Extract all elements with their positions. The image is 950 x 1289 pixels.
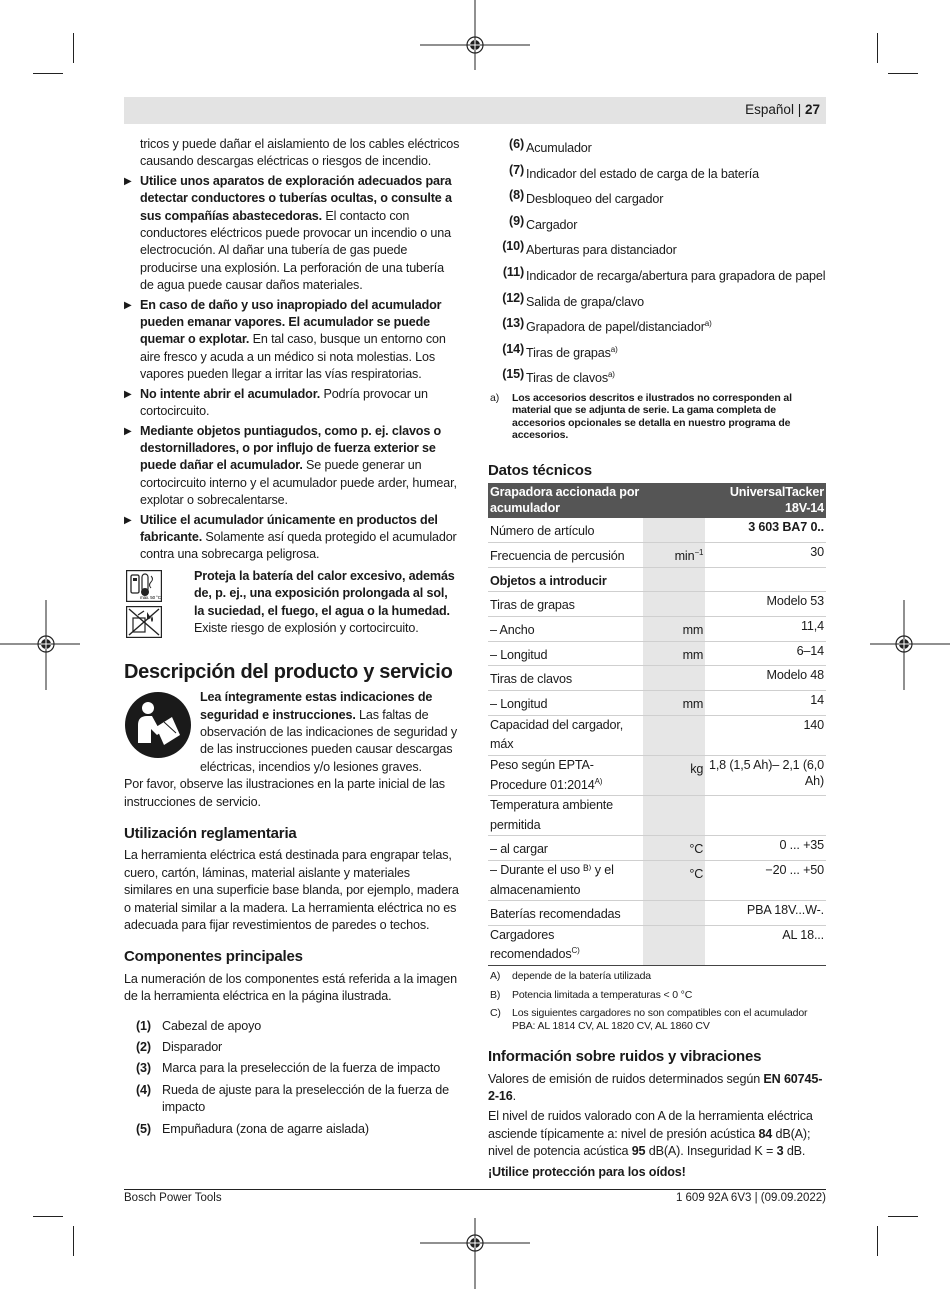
row-value: 11,4 [705, 617, 826, 642]
safety-bullet [124, 423, 460, 510]
component-label: Aberturas para distanciador [526, 243, 677, 258]
right-column [488, 136, 826, 1181]
row-unit [643, 567, 705, 592]
row-label [488, 592, 643, 617]
read-manual-icon [124, 691, 192, 759]
row-label [488, 567, 643, 592]
row-unit-text: min [674, 549, 695, 564]
table-header-left: Grapadora accionada por acumulador [488, 483, 643, 518]
bullet-arrow-icon: ▶ [124, 425, 132, 437]
row-value: Modelo 53 [705, 592, 826, 617]
crop-mark [33, 1216, 63, 1217]
bullet-arrow-icon: ▶ [124, 175, 132, 187]
component-item [488, 238, 826, 260]
component-item [124, 1060, 460, 1077]
crop-mark [73, 1226, 74, 1256]
table-row [488, 691, 826, 716]
table-notes [488, 970, 826, 1032]
row-value: −20 ... +50 [705, 861, 826, 901]
row-value: 6–14 [705, 641, 826, 666]
noise-pressure: 84 [758, 1126, 773, 1141]
table-row [488, 666, 826, 691]
row-label-text: – Durante el uso ᴮ⁾ y el almacenamiento [490, 863, 614, 897]
row-label [488, 756, 643, 796]
table-row [488, 543, 826, 568]
component-item [488, 136, 826, 158]
table-row [488, 567, 826, 592]
bullet-bold: Mediante objetos puntiagudos, como p. ej. clavos o destornilladores, o por influjo de fuerza exterior se puede dañar el acumulador. [140, 423, 442, 473]
footnote-mark: A) [490, 970, 501, 983]
row-label-text: Objetos a introducir [490, 573, 607, 588]
table-row [488, 592, 826, 617]
table-row [488, 861, 826, 901]
left-column [124, 136, 460, 1142]
page-number: 27 [804, 102, 820, 117]
safety-bullet [124, 386, 460, 421]
component-item [124, 1018, 460, 1035]
accessory-note-text: Los accesorios descritos e ilustrados no corresponden al material que se adjunta de serie. La gama completa de accesorios opcionales se detalla en nuestro programa de accesorios. [512, 391, 792, 442]
bullet-arrow-icon: ▶ [124, 388, 132, 400]
row-label-text: – al cargar [490, 842, 548, 857]
table-row [488, 617, 826, 642]
component-item [124, 1039, 460, 1056]
component-label: Grapadora de papel/distanciador [526, 320, 705, 335]
row-unit-sup: −1 [694, 548, 704, 558]
bullet-bold: En caso de daño y uso inapropiado del acumulador pueden emanar vapores. El acumulador se puede quemar o explotar. [140, 297, 442, 347]
row-value: 0 ... +35 [705, 836, 826, 861]
table-row [488, 925, 826, 965]
table-row [488, 901, 826, 926]
row-unit [643, 641, 705, 666]
table-row [488, 796, 826, 836]
footer-rule [124, 1189, 826, 1190]
noise-text-1: El nivel de ruidos valorado con A de la herramienta eléctrica asciende típicamente a: nivel de presión acústica [488, 1109, 813, 1141]
bullet-arrow-icon: ▶ [124, 514, 132, 526]
component-label: Cabezal de apoyo [162, 1018, 262, 1033]
footnote-mark: C) [490, 1007, 501, 1020]
component-item [488, 341, 826, 363]
row-unit-text: mm [682, 623, 704, 638]
component-footnote: a) [610, 344, 618, 354]
noise-text-2: dB(A); nivel de potencia acústica [488, 1126, 811, 1159]
table-note [488, 989, 826, 1002]
heat-warning [124, 568, 460, 638]
row-unit [643, 861, 705, 901]
bullet-arrow-icon: ▶ [124, 299, 132, 311]
registration-mark-icon [0, 600, 80, 690]
crop-mark [33, 73, 63, 74]
row-unit [643, 666, 705, 691]
component-number: (14) [502, 341, 524, 356]
header-text: Español | 27 [745, 102, 820, 117]
row-unit [643, 691, 705, 716]
row-value: Modelo 48 [705, 666, 826, 691]
registration-mark-icon [870, 600, 950, 690]
row-label-text: Temperatura ambiente permitida [490, 798, 614, 832]
bullet-bold: Utilice unos aparatos de exploración adecuados para detectar conductores o tuberías ocultas, o consulte a sus compañías abastecedoras. [140, 173, 452, 223]
components-list [488, 136, 826, 388]
component-label: Acumulador [526, 141, 592, 156]
row-unit [643, 617, 705, 642]
heat-warning-text: Existe riesgo de explosión y cortocircuito. [194, 620, 419, 635]
component-label: Empuñadura (zona de agarre aislada) [162, 1121, 369, 1136]
crop-mark [877, 1226, 878, 1256]
tech-title: Datos técnicos [488, 461, 592, 479]
header-language: Español [745, 102, 794, 117]
bullet-bold: No intente abrir el acumulador. [140, 386, 321, 401]
component-item [488, 290, 826, 312]
component-label: Salida de grapa/clavo [526, 294, 644, 309]
component-number: (11) [502, 264, 524, 279]
row-unit-text: kg [690, 762, 704, 777]
row-label-text: – Longitud [490, 697, 548, 712]
table-note-text: Potencia limitada a temperaturas < 0 °C [512, 988, 693, 1001]
footer-right: 1 609 92A 6V3 | (09.09.2022) [675, 1192, 826, 1204]
component-number: (5) [136, 1121, 151, 1136]
continuation-text: tricos y puede dañar el aislamiento de los cables eléctricos causando descargas eléctricas o riesgos de incendio. [140, 137, 460, 169]
component-number: (10) [502, 239, 524, 254]
noise-k: 3 [776, 1144, 784, 1159]
components-list [124, 1018, 460, 1138]
heat-warning-bold: Proteja la batería del calor excesivo, además de, p. ej., una exposición prolongada al sol, la suciedad, el fuego, el agua o la humedad. [194, 568, 455, 618]
row-value: 1,8 (1,5 Ah)– 2,1 (6,0 Ah) [705, 756, 826, 796]
components-text: La numeración de los componentes está referida a la imagen de la herramienta eléctrica en la página ilustrada. [124, 971, 457, 1004]
bullet-text: Se puede generar un cortocircuito interno y el acumulador puede arder, humear, explotar o sobrecalentarse. [140, 458, 457, 508]
row-label-text: – Longitud [490, 647, 548, 662]
row-label-text: Número de artículo [490, 524, 595, 539]
tech-data-table [488, 483, 826, 966]
row-value: 3 603 BA7 0.. [705, 518, 826, 542]
component-label: Disparador [162, 1040, 223, 1055]
row-label [488, 691, 643, 716]
use-text: La herramienta eléctrica está destinada para engrapar telas, cuero, cartón, láminas, material aislante y materiales similares en una superficie base blanda, por ejemplo, madera o material similar a la madera. La herramienta eléctrica no es adecuada para fijar revestimientos de paredes o techos. [124, 848, 459, 933]
component-item [488, 213, 826, 235]
noise-intro-text: Valores de emisión de ruidos determinados según [488, 1071, 761, 1086]
row-unit [643, 592, 705, 617]
row-value: 140 [705, 715, 826, 755]
component-number: (13) [502, 316, 524, 331]
table-row [488, 641, 826, 666]
table-header-right: UniversalTacker 18V-14 [705, 483, 826, 518]
row-unit [643, 901, 705, 926]
table-row [488, 518, 826, 542]
row-value [705, 567, 826, 592]
safety-bullet [124, 297, 460, 384]
row-label [488, 861, 643, 901]
row-unit-text: °C [689, 867, 704, 882]
row-unit [643, 518, 705, 542]
row-unit [643, 756, 705, 796]
temperature-label: max. 50 °C [140, 594, 161, 600]
table-note-text: depende de la batería utilizada [512, 970, 651, 983]
row-value: 14 [705, 691, 826, 716]
component-item [124, 1121, 460, 1138]
table-header-row [488, 483, 826, 518]
row-label [488, 518, 643, 542]
crop-mark [73, 33, 74, 63]
table-note-text: Los siguientes cargadores no son compatibles con el acumulador PBA: AL 1814 CV, AL 1820 CV, AL 1860 CV [512, 1007, 808, 1032]
row-label [488, 617, 643, 642]
row-label [488, 836, 643, 861]
component-footnote: a) [704, 319, 712, 329]
page-header [124, 97, 826, 124]
bullet-text: Podría provocar un cortocircuito. [140, 386, 428, 419]
row-value: 30 [705, 543, 826, 568]
component-footnote: a) [607, 370, 615, 380]
row-value [705, 796, 826, 836]
bullet-text: El contacto con conductores eléctricos puede provocar un incendio o una electrocución. Al dañar una tubería de gas puede producirse una explosión. La perforación de una tubería de agua puede causar daños materiales. [140, 208, 451, 293]
row-label [488, 715, 643, 755]
table-header-unit [643, 483, 705, 518]
footnote-mark: a) [490, 391, 500, 404]
registration-mark-icon [420, 1210, 530, 1289]
safety-bullet [124, 173, 460, 295]
table-note [488, 970, 826, 983]
noise-text [488, 1108, 826, 1160]
noise-intro: Valores de emisión de ruidos determinados según EN 60745-2-16. [488, 1071, 823, 1103]
row-label [488, 796, 643, 836]
component-number: (7) [509, 162, 524, 177]
row-label [488, 666, 643, 691]
table-row [488, 756, 826, 796]
row-label-text: Capacidad del cargador, máx [490, 717, 624, 752]
row-unit [643, 836, 705, 861]
row-unit [643, 925, 705, 965]
row-unit-text: °C [689, 842, 704, 857]
row-unit [643, 796, 705, 836]
read-notice-text: Las faltas de observación de las indicaciones de seguridad y de las instrucciones pueden causar descargas eléctricas, incendios y/o lesiones graves. [200, 707, 458, 774]
row-label-footnote: A) [594, 776, 603, 786]
ear-protection: ¡Utilice protección para los oídos! [488, 1164, 686, 1179]
noise-title: Información sobre ruidos y vibraciones [488, 1048, 762, 1066]
row-label-text: Cargadores recomendados [490, 927, 572, 962]
component-label: Cargador [526, 217, 578, 232]
component-item [488, 264, 826, 286]
bullet-bold: Utilice el acumulador únicamente en productos del fabricante. [140, 512, 438, 544]
component-label: Marca para la preselección de la fuerza de impacto [162, 1061, 441, 1076]
row-label [488, 641, 643, 666]
component-item [488, 366, 826, 388]
component-number: (9) [509, 213, 524, 228]
bullet-text: En tal caso, busque un entorno con aire fresco y acuda a un médico si nota molestias. Los vapores pueden llegar a irritar las vías respiratorias. [140, 332, 446, 382]
component-label: Indicador del estado de carga de la batería [526, 166, 759, 181]
component-label: Tiras de clavos [526, 371, 608, 386]
footnote-mark: B) [490, 988, 501, 1001]
thermometer-icon [126, 570, 162, 602]
footer-left: Bosch Power Tools [124, 1192, 222, 1204]
safety-bullet [124, 512, 460, 564]
no-water-icon [126, 606, 162, 638]
component-label: Tiras de grapas [526, 345, 611, 360]
row-label [488, 543, 643, 568]
row-unit [643, 715, 705, 755]
row-unit [643, 543, 705, 568]
component-item [488, 315, 826, 337]
row-label-text: Baterías recomendadas [490, 907, 621, 922]
component-label: Rueda de ajuste para la preselección de la fuerza de impacto [162, 1082, 449, 1115]
component-number: (15) [502, 367, 524, 382]
row-label-text: Peso según EPTA-Procedure 01:2014 [490, 758, 595, 792]
section-title: Descripción del producto y servicio [124, 660, 453, 683]
noise-text-3: dB(A). Inseguridad K = [648, 1144, 774, 1159]
row-label-text: – Ancho [490, 623, 535, 638]
row-value: PBA 18V...W-. [705, 901, 826, 926]
component-number: (4) [136, 1082, 151, 1097]
row-unit-text: mm [682, 697, 704, 712]
component-label: Indicador de recarga/abertura para grapadora de papel [526, 269, 826, 284]
table-note [488, 1007, 826, 1032]
row-value: AL 18... [705, 925, 826, 965]
bullet-text: Solamente así queda protegido el acumulador contra una sobrecarga peligrosa. [140, 529, 457, 562]
noise-standard: EN 60745-2-16 [488, 1071, 823, 1103]
row-label [488, 901, 643, 926]
row-label-text: Tiras de clavos [490, 672, 572, 687]
component-item [124, 1082, 460, 1117]
accessory-note [488, 392, 826, 442]
table-row [488, 836, 826, 861]
component-number: (6) [509, 137, 524, 151]
row-label [488, 925, 643, 965]
component-number: (12) [502, 290, 524, 305]
registration-mark-icon [420, 0, 530, 80]
components-title: Componentes principales [124, 948, 303, 966]
row-label-text: Frecuencia de percusión [490, 549, 625, 564]
row-label-footnote: C) [571, 946, 580, 956]
crop-mark [888, 73, 918, 74]
component-label: Desbloqueo del cargador [526, 192, 664, 207]
noise-power: 95 [631, 1144, 646, 1159]
read-notice [124, 689, 460, 776]
component-number: (3) [136, 1061, 151, 1076]
crop-mark [877, 33, 878, 63]
component-item [488, 162, 826, 184]
table-row [488, 715, 826, 755]
component-item [488, 187, 826, 209]
component-number: (8) [509, 188, 524, 203]
component-number: (2) [136, 1040, 151, 1055]
row-unit-text: mm [682, 647, 704, 662]
component-number: (1) [136, 1018, 151, 1033]
illustration-note: Por favor, observe las ilustraciones en la parte inicial de las instrucciones de servicio. [124, 777, 445, 809]
read-notice-bold: Lea íntegramente estas indicaciones de seguridad e instrucciones. [200, 690, 433, 722]
noise-text-4: dB. [786, 1144, 806, 1159]
row-label-text: Tiras de grapas [490, 598, 575, 613]
crop-mark [888, 1216, 918, 1217]
use-title: Utilización reglamentaria [124, 825, 297, 842]
